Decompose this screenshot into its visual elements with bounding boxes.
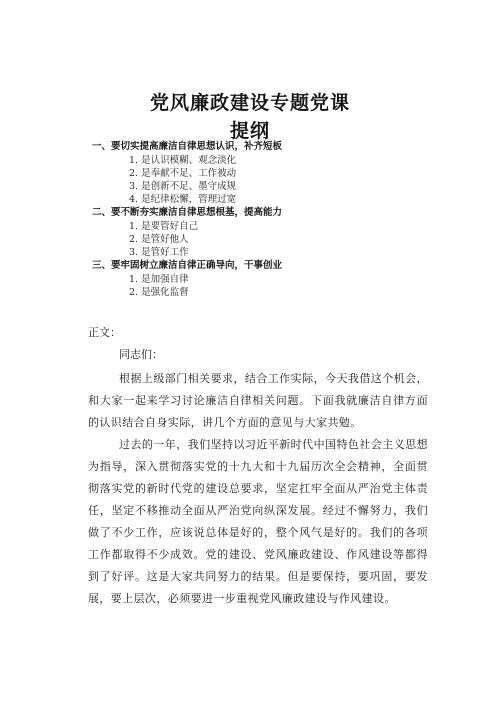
body-label: 正文：	[88, 326, 121, 339]
outline-item: 4. 是纪律松懈，管理过宽	[129, 194, 237, 205]
greeting: 同志们：	[119, 348, 163, 361]
paragraph-1: 根据上级部门相关要求，结合工作实际，今天我借这个机会，和大家一起来学习讨论廉洁自律相关问题。下面我就廉洁自律方面的认识结合自身实际，讲几个方面的意见与大家共勉。	[88, 372, 428, 429]
outline-item: 1. 是加强自律	[129, 274, 189, 285]
outline-heading-1: 一、要切实提高廉洁自律思想认识，补齐短板	[92, 141, 283, 152]
outline-heading-2: 二、要不断夯实廉洁自律思想根基，提高能力	[92, 207, 283, 218]
outline-item: 3. 是管好工作	[129, 247, 189, 258]
outline-item: 1. 是要管好自己	[129, 221, 199, 232]
outline-item: 3. 是创新不足、墨守成规	[129, 181, 237, 192]
paragraph-2: 过去的一年，我们坚持以习近平新时代中国特色社会主义思想为指导，深入贯彻落实党的十九大和十九届历次全会精神，全面贯彻落实党的新时代党的建设总要求，坚定扛牢全面从严治党主体责任，坚定不移推动全面从严治党向纵深发展。经过不懈努力，我们做了不少工作，应该说总体是好的，整个风气是好的。我们的各项工作都取得不少成效。党的建设、党风廉政建设、作风建设等都得到了好评。这是大家共同努力的结果。但是要保持，要巩固，要发展，要上层次，必须要进一步重视党风廉政建设与作风建设。	[88, 438, 428, 605]
document-title: 党风廉政建设专题党课	[149, 92, 350, 114]
outline-item: 2. 是管好他人	[129, 234, 189, 245]
outline-item: 1. 是认识模糊、观念淡化	[129, 155, 237, 166]
outline-item: 2. 是强化监督	[129, 287, 189, 298]
document-subtitle: 提纲	[229, 120, 270, 142]
outline-item: 2. 是奉献不足、工作被动	[129, 168, 237, 179]
outline-heading-3: 三、要牢固树立廉洁自律正确导向，干事创业	[92, 260, 283, 271]
